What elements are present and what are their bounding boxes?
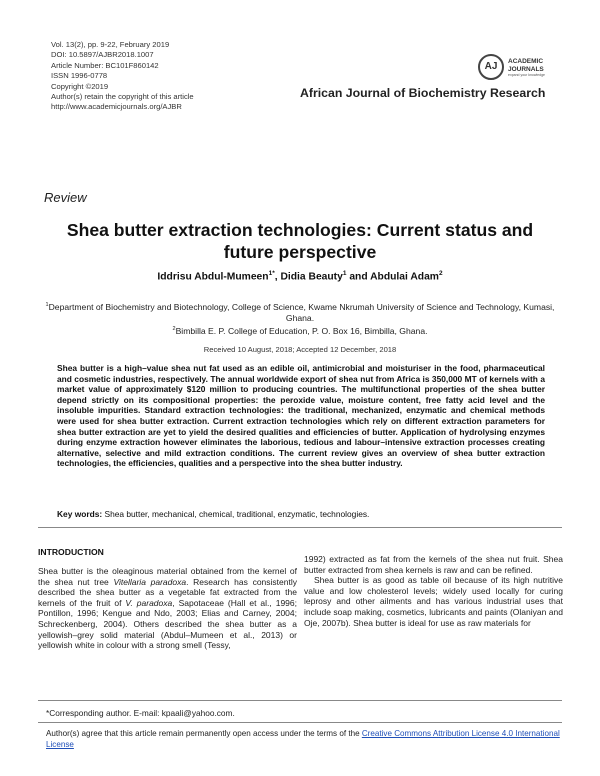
meta-volume: Vol. 13(2), pp. 9-22, February 2019 [51,40,170,49]
article-metadata [51,40,194,113]
article-title: Shea butter extraction technologies: Current status and future perspective [66,220,534,262]
author-separator: , [274,271,281,283]
meta-url: http://www.academicjournals.org/AJBR [51,102,182,112]
license-text: Author(s) agree that this article remain permanently open access under the terms of the [46,729,362,738]
author-superscript: 2 [438,270,443,277]
license-divider [38,722,562,723]
aj-logo-icon: AJ [478,54,504,80]
affiliation-1 [40,300,560,324]
author-name: Didia Beauty [280,271,343,283]
meta-doi: DOI: 10.5897/AJBR2018.1007 [51,50,154,60]
license-link[interactable]: Creative Commons Attribution License 4.0 International License [46,729,560,749]
author-separator: and [346,271,371,283]
keywords-list: Shea butter, mechanical, chemical, traditional, enzymatic, technologies. [104,509,370,519]
affiliation-2 [40,324,560,337]
affiliations [40,300,560,337]
right-column [304,554,563,628]
corresponding-author: *Corresponding author. E-mail: kpaali@yahoo.com. [46,708,235,718]
logo-line-1: ACADEMIC [508,58,544,65]
affiliation-2-text: Bimbilla E. P. College of Education, P. O. Box 16, Bimbilla, Ghana. [175,325,428,336]
abstract: Shea butter is a high–value shea nut fat used as an edible oil, antimicrobial and moisturiser in the food, pharmaceutical and cosmetic industries, respectively. The annual worldwide export of shea nut from Africa is 350,000 MT of kernels with a market value of approximately $120 million to producing countries. The multifunctional properties of the shea butter depend strictly on its compositional properties: the peroxide value, moisture content, free fatty acid level and the insoluble impurities. Standard extraction technologies: the traditional, mechanized, enzymatic and chemical methods were used for shea butter extraction. Current extraction technologies which rely on different extraction parameters for shea butter extraction are yet to yield the desired qualities and efficiencies of butter. Application of hydrolysing enzymes during enzyme extraction however eliminates the laborious, tedious and labour–intensive extraction processes creating alternative, selective and mild extraction conditions. The current review gives an overview of shea butter extraction technologies, the efficiencies, qualities and a perspective into the shea butter industry. [57,363,545,469]
affiliation-2-marker: 2 [172,325,176,332]
keywords [57,509,545,520]
affiliation-1-text: Department of Biochemistry and Biotechnology, College of Science, Kwame Nkrumah University of Science and Technology, Kumasi, Ghana. [48,301,555,323]
left-column [38,566,297,651]
intro-text: . Research has consistently described the shea butter as a vegetable fat extracted from the kernels of the fruit of [38,576,297,608]
footnote-divider [38,700,562,701]
meta-issn: ISSN 1996-0778 [51,71,108,81]
logo-line-2: JOURNALS [508,65,544,73]
author-superscript: 1* [268,270,275,277]
intro-text: , Sapotaceae (Hall et al., 1996; Pontillon, 1996; Kengue and Ndo, 2003; Elias and Carney, 2004; Schreckenberg, 2004). Others described the shea butter as a yellowish–grey solid material (Abdul–Mumeen et al., 2013) or yellowish white in colour with a strong smell (Tessy, [38,597,298,651]
keywords-divider [38,527,562,528]
logo-tagline: expand your knowledge [508,73,545,77]
meta-article-number: Article Number: BC101F860142 [51,60,159,70]
intro-text: Shea butter is the oleaginous material obtained from the kernel of the shea nut tree [38,566,297,587]
intro-paragraph-continued: 1992) extracted as fat from the kernels of the shea nut fruit. Shea butter extracted from shea kernels is raw and can be refined. [304,554,563,575]
meta-copyright: Copyright ©2019 [51,81,109,91]
article-type: Review [44,190,87,205]
academic-journals-logo [478,54,578,84]
author-name: Iddrisu Abdul-Mumeen [157,271,269,283]
received-dates: Received 10 August, 2018; Accepted 12 December, 2018 [203,345,397,354]
author-superscript: 1 [342,270,347,277]
license-notice [46,729,562,750]
species-name: Vitellaria paradoxa [113,576,187,587]
intro-paragraph-1 [38,566,297,651]
affiliation-1-marker: 1 [45,302,49,308]
intro-paragraph-2: Shea butter is as good as table oil because of its high nutritive value and low cholesterol levels; widely used locally for curing leprosy and other ailments and has various industrial uses that include soap making, cosmetics, lubricants and paints (Olaniyan and Oje, 2007b). Shea butter is ideal for use as raw materials for [304,575,563,628]
species-name: V. paradoxa [125,597,173,608]
author-name: Abdulai Adam [370,271,439,283]
meta-rights: Author(s) retain the copyright of this article [51,92,194,102]
keywords-label: Key words: [57,509,103,519]
journal-name: African Journal of Biochemistry Research [300,86,546,100]
author-list [40,270,560,282]
logo-wordmark [508,58,544,73]
section-heading: INTRODUCTION [38,547,104,557]
